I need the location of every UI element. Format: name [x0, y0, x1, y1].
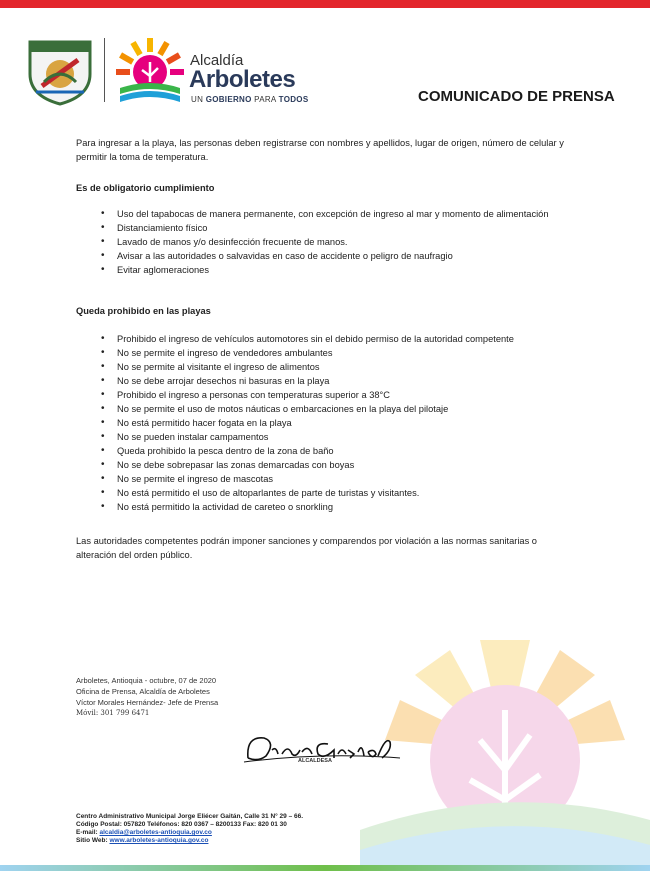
list-item: • Prohibido el ingreso a personas con temperaturas superior a 38°C — [101, 388, 576, 402]
footer-email-row: E-mail: alcaldia@arboletes-antioquia.gov.co — [76, 829, 212, 836]
footer-phones: Código Postal: 057820 Teléfonos: 820 0367 – 8200133 Fax: 820 01 30 — [76, 821, 287, 828]
arboletes-logo-icon — [114, 36, 186, 108]
list-item: • No está permitido el uso de altoparlantes de parte de turistas y visitantes. — [101, 486, 576, 500]
municipal-shield-icon — [22, 36, 98, 106]
list-item: • No se permite el ingreso de mascotas — [101, 472, 576, 486]
press-release-body — [76, 136, 576, 562]
list-item: • Evitar aglomeraciones — [101, 263, 576, 277]
top-accent-bar — [0, 0, 650, 8]
list-item: • Prohibido el ingreso de vehículos automotores sin el debido permiso de la autoridad competente — [101, 332, 576, 346]
list-item: • No se permite al visitante el ingreso de alimentos — [101, 360, 576, 374]
list-item: • Distanciamiento físico — [101, 221, 576, 235]
list-item: • Queda prohibido la pesca dentro de la zona de baño — [101, 444, 576, 458]
list-item: • No está permitido hacer fogata en la playa — [101, 416, 576, 430]
mandatory-list — [76, 207, 576, 277]
mobile-number: Móvil: 301 799 6471 — [76, 709, 150, 717]
intro-paragraph: Para ingresar a la playa, las personas deben registrarse con nombres y apellidos, lugar de origen, número de celular y permitir la toma de temperatura. — [76, 138, 564, 162]
prohibited-list — [76, 332, 576, 514]
section-heading-prohibited: Queda prohibido en las playas — [76, 306, 211, 316]
press-chief: Víctor Morales Hernández- Jefe de Prensa — [76, 698, 219, 707]
list-item: • Avisar a las autoridades o salvavidas en caso de accidente o peligro de naufragio — [101, 249, 576, 263]
list-item: • No se debe sobrepasar las zonas demarcadas con boyas — [101, 458, 576, 472]
footer-contact — [76, 813, 303, 845]
list-item: • Lavado de manos y/o desinfección frecuente de manos. — [101, 235, 576, 249]
brand-tagline: UN GOBIERNO PARA TODOS — [191, 95, 309, 104]
brand-arboletes: Arboletes — [189, 66, 296, 93]
list-item: • No está permitido la actividad de careteo o snorkling — [101, 500, 576, 514]
brand-alcaldia: Alcaldía — [190, 52, 244, 69]
footer-address: Centro Administrativo Municipal Jorge Eliécer Gaitán, Calle 31 N° 29 – 66. — [76, 813, 304, 820]
document-title: COMUNICADO DE PRENSA — [418, 88, 615, 105]
closing-paragraph: Las autoridades competentes podrán imponer sanciones y comparendos por violación a las normas sanitarias o alteración del orden público. — [76, 536, 537, 560]
arboletes-watermark-icon — [360, 630, 650, 866]
office-name: Oficina de Prensa, Alcaldía de Arboletes — [76, 687, 210, 696]
list-item: • No se permite el uso de motos náuticas o embarcaciones en la playa del pilotaje — [101, 402, 576, 416]
list-item: • No se debe arrojar desechos ni basuras en la playa — [101, 374, 576, 388]
header-divider — [104, 38, 105, 102]
list-item: • Uso del tapabocas de manera permanente, con excepción de ingreso al mar y momento de alimentación — [101, 207, 576, 221]
email-link[interactable]: alcaldia@arboletes-antioquia.gov.co — [99, 829, 212, 836]
place-date: Arboletes, Antioquia - octubre, 07 de 2020 — [76, 676, 217, 685]
footer-web-row: Sitio Web: www.arboletes-antioquia.gov.co — [76, 837, 209, 844]
signoff-block — [76, 675, 218, 719]
section-heading-mandatory: Es de obligatorio cumplimiento — [76, 183, 215, 193]
list-item: • No se pueden instalar campamentos — [101, 430, 576, 444]
bottom-accent-bar — [0, 865, 650, 871]
signature-role: ALCALDESA — [298, 758, 332, 764]
list-item: • No se permite el ingreso de vendedores ambulantes — [101, 346, 576, 360]
website-link[interactable]: www.arboletes-antioquia.gov.co — [109, 837, 209, 844]
